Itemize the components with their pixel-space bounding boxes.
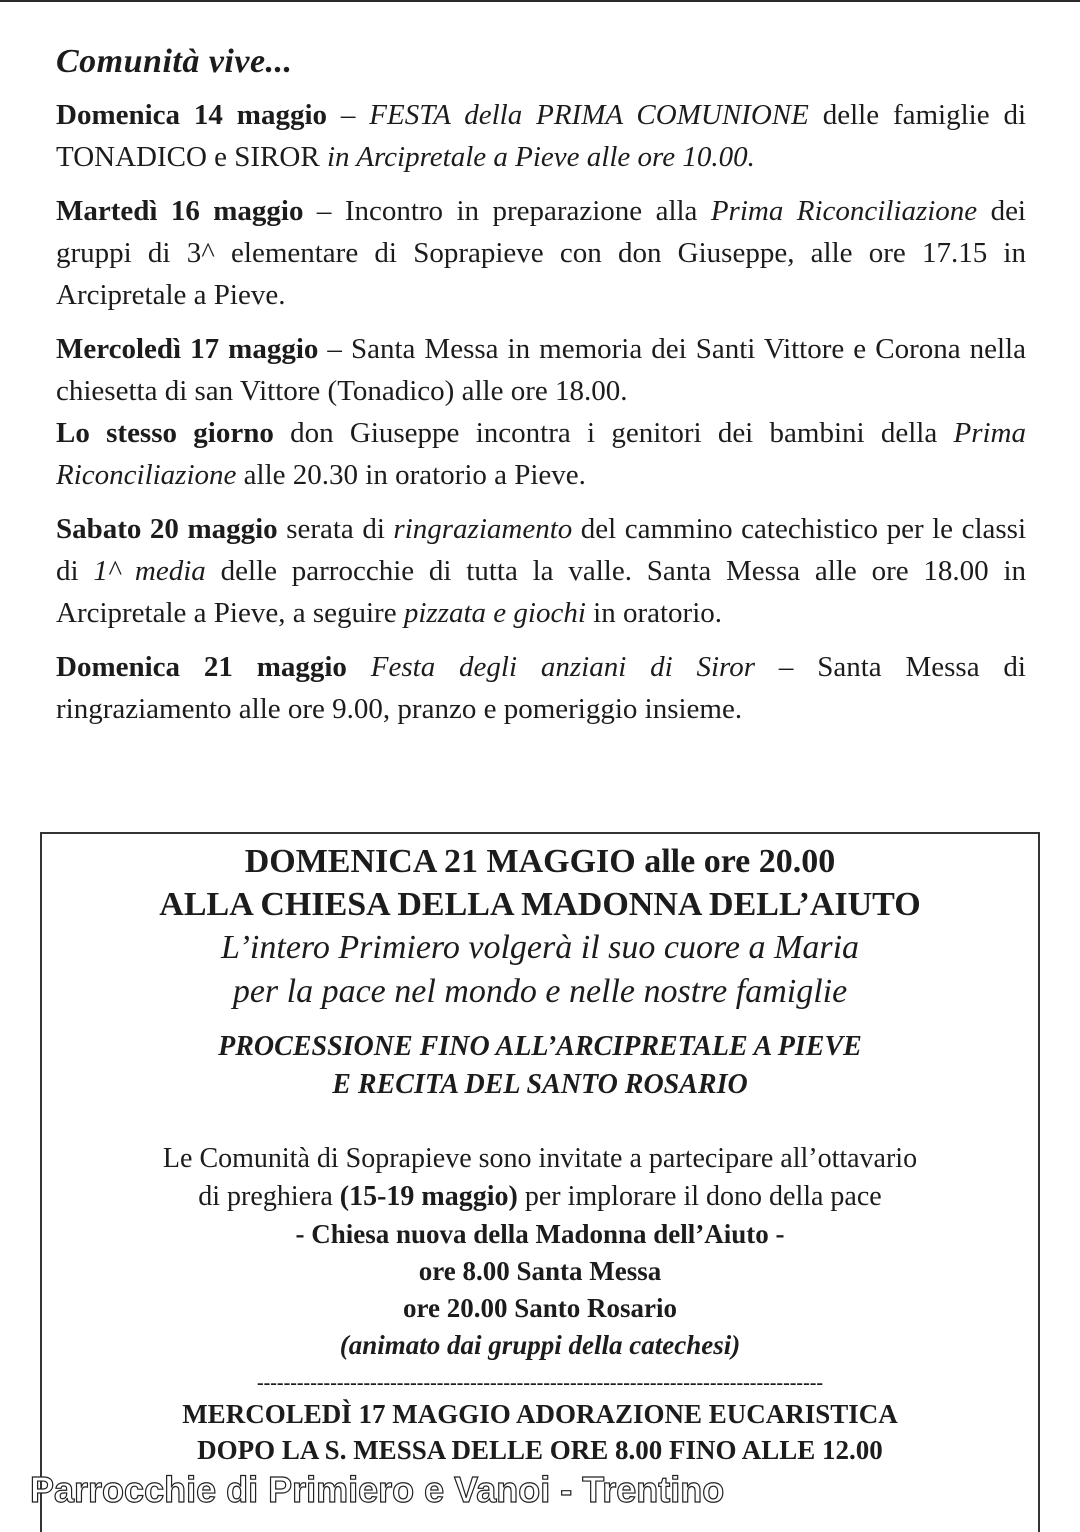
announcements	[56, 40, 1026, 742]
entry-date: Mercoledì 17 maggio	[56, 333, 319, 365]
entry-prima-comunione: Domenica 14 maggio – FESTA della PRIMA COMUNIONE delle famiglie di TONADICO e SIROR in Arcipretale a Pieve alle ore 10.00.	[56, 99, 1027, 173]
entry-place: in Arcipretale a Pieve alle ore 10.00.	[326, 141, 755, 173]
entry-serata-ringraziamento: Sabato 20 maggio serata di ringraziamento del cammino catechistico per le classi di 1^ media delle parrocchie di tutta la valle. Santa Messa alle ore 18.00 in Arcipretale a Pieve, a seguire pizzata e giochi in oratorio.	[56, 513, 1027, 629]
box-heading-place: ALLA CHIESA DELLA MADONNA DELL’AIUTO	[159, 886, 921, 923]
box-adoration-line2: DOPO LA S. MESSA DELLE ORE 8.00 FINO ALLE 12.00	[197, 1435, 883, 1465]
entry-date: Domenica 21 maggio	[56, 651, 347, 683]
box-mass-time: ore 8.00 Santa Messa	[418, 1256, 662, 1286]
entry-santa-messa-vittore: Mercoledì 17 maggio – Santa Messa in memoria dei Santi Vittore e Corona nella chiesetta di san Vittore (Tonadico) alle ore 18.00.	[56, 333, 1026, 407]
box-invite-line1: Le Comunità di Soprapieve sono invitate a partecipare all’ottavario	[162, 1143, 918, 1174]
entry-incontro-riconciliazione: Martedì 16 maggio – Incontro in preparazione alla Prima Riconciliazione dei gruppi di 3^ elementare di Soprapieve con don Giuseppe, alle ore 17.15 in Arcipretale a Pieve.	[56, 195, 1026, 311]
entry-lead: Lo stesso giorno	[56, 417, 274, 449]
box-adoration-line1: MERCOLEDÌ 17 MAGGIO ADORAZIONE EUCARISTICA	[182, 1399, 898, 1429]
box-dashed-divider: -------------------------------------------------------------------------------------	[256, 1372, 824, 1394]
section-title: Comunità vive...	[56, 43, 293, 80]
entry-event: Prima Riconciliazione	[56, 417, 1026, 491]
entry-festa-anziani: Domenica 21 maggio Festa degli anziani di Siror – Santa Messa di ringraziamento alle ore 9.00, pranzo e pomeriggio insieme.	[56, 651, 1026, 725]
box-invite-dates: (15-19 maggio)	[339, 1181, 518, 1212]
box-subtitle-line2: per la pace nel mondo e nelle nostre famiglie	[232, 973, 848, 1010]
entry-date: Martedì 16 maggio	[56, 195, 304, 227]
box-animated-note: (animato dai gruppi della catechesi)	[339, 1330, 741, 1360]
entry-event: Prima Riconciliazione	[710, 195, 978, 227]
entry-event: FESTA della PRIMA COMUNIONE	[369, 99, 809, 131]
entry-date: Domenica 14 maggio	[56, 99, 328, 131]
box-rosary-time: ore 20.00 Santo Rosario	[403, 1293, 677, 1323]
box-procession-line2: E RECITA DEL SANTO ROSARIO	[332, 1069, 748, 1100]
entry-event: Festa degli anziani di Siror	[346, 651, 756, 683]
box-heading-date: DOMENICA 21 MAGGIO alle ore 20.00	[244, 843, 836, 880]
entry-date: Sabato 20 maggio	[56, 513, 278, 545]
entry-genitori-incontro: Lo stesso giorno don Giuseppe incontra i genitori dei bambini della Prima Riconciliazione alle 20.30 in oratorio a Pieve.	[56, 417, 1026, 491]
highlight-box	[40, 832, 1040, 1532]
box-procession-line1: PROCESSIONE FINO ALL’ARCIPRETALE A PIEVE	[218, 1031, 862, 1062]
top-border	[0, 0, 1080, 2]
box-church-name: - Chiesa nuova della Madonna dell’Aiuto -	[295, 1219, 785, 1249]
box-invite-line2: di preghiera (15-19 maggio) per implorare il dono della pace	[198, 1181, 882, 1212]
box-subtitle-line1: L’intero Primiero volgerà il suo cuore a Maria	[220, 929, 860, 966]
watermark-text: Parrocchie di Primiero e Vanoi - Trentino	[30, 1469, 725, 1510]
